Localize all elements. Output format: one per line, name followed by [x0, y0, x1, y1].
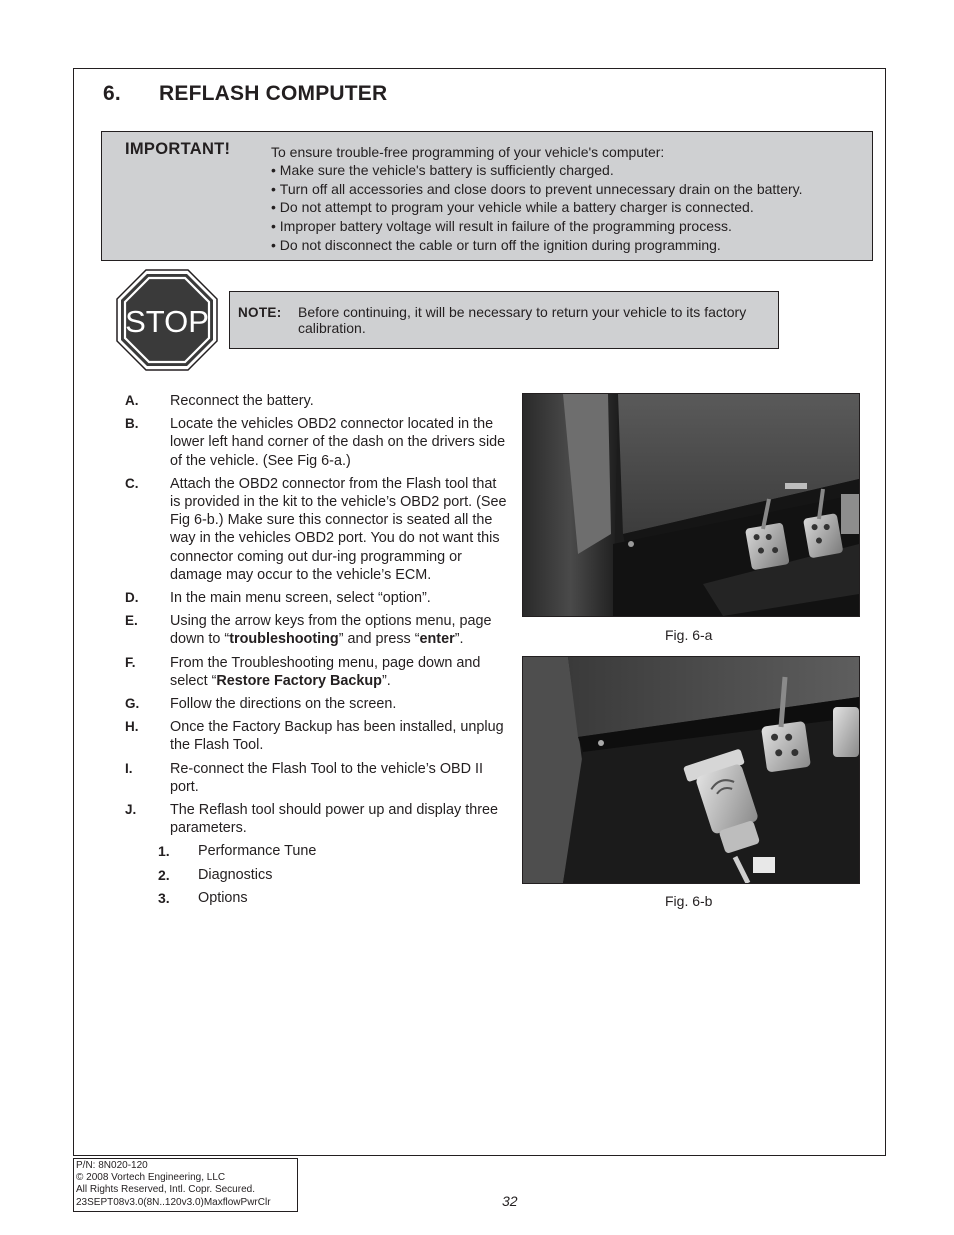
important-label: IMPORTANT!	[125, 140, 231, 158]
step-letter: J.	[125, 802, 137, 818]
note-label: NOTE:	[238, 305, 282, 320]
step-letter: F.	[125, 654, 136, 670]
obd2-connector-photo-graphic	[523, 657, 859, 883]
step-d	[125, 589, 507, 607]
stop-sign-text: STOP	[125, 304, 209, 339]
important-bullet: • Turn off all accessories and close doors to prevent unnecessary drain on the battery.	[271, 180, 803, 199]
instruction-steps	[125, 392, 507, 913]
step-i	[125, 760, 507, 796]
step-b	[125, 415, 507, 470]
step-text: Follow the directions on the screen.	[170, 696, 397, 713]
important-bullet: • Do not disconnect the cable or turn off the ignition during programming.	[271, 236, 803, 255]
step-text-pre: Using the arrow keys from the options menu, page down to “	[170, 613, 492, 648]
footer-info-box	[73, 1158, 298, 1212]
parameter-text: Diagnostics	[198, 866, 273, 883]
step-text: Once the Factory Backup has been installed, unplug the Flash Tool.	[170, 719, 504, 754]
step-letter: D.	[125, 590, 139, 606]
parameter-number: 1.	[158, 843, 170, 860]
step-letter: G.	[125, 696, 140, 712]
step-text: The Reflash tool should power up and display three parameters.	[170, 802, 498, 837]
important-bullet: • Make sure the vehicle's battery is sufficiently charged.	[271, 161, 803, 180]
pedal-area-photo-graphic	[523, 394, 859, 616]
step-text-post: ”.	[454, 631, 464, 648]
parameter-item	[125, 866, 507, 884]
parameter-text: Options	[198, 890, 248, 907]
step-letter: I.	[125, 760, 133, 776]
important-bullet: • Do not attempt to program your vehicle while a battery charger is connected.	[271, 198, 803, 217]
parameter-number: 3.	[158, 890, 170, 907]
figure-6a-photo	[522, 393, 860, 617]
step-text-bold: enter	[419, 631, 455, 648]
step-text: Attach the OBD2 connector from the Flash tool that is provided in the kit to the vehicle’s OBD2 port. (See Fig 6-b.) Make sure this connector is seated all the way in the vehicles OBD2 port. You do not want this connector coming out dur-ing programming or damage may occur to the vehicle’s ECM.	[170, 475, 507, 583]
parameter-text: Performance Tune	[198, 843, 317, 860]
section-title: REFLASH COMPUTER	[159, 82, 388, 105]
section-heading	[103, 82, 387, 106]
important-intro: To ensure trouble-free programming of your vehicle's computer:	[271, 144, 665, 160]
step-c	[125, 475, 507, 584]
footer-rights: All Rights Reserved, Intl. Copr. Secured.	[76, 1184, 255, 1196]
footer-document-code: 23SEPT08v3.0(8N..120v3.0)MaxflowPwrClr	[76, 1196, 271, 1208]
step-text-mid: ” and press “	[338, 631, 420, 648]
important-bullet-list	[271, 161, 803, 255]
page-number: 32	[502, 1193, 518, 1209]
parameter-item	[125, 889, 507, 907]
step-e	[125, 612, 507, 648]
step-text: Reconnect the battery.	[170, 393, 314, 409]
figure-6a-caption: Fig. 6-a	[665, 627, 713, 643]
step-text: In the main menu screen, select “option”.	[170, 590, 431, 607]
important-callout	[101, 131, 873, 261]
footer-part-number: P/N: 8N020-120	[76, 1160, 148, 1171]
figure-6b-photo	[522, 656, 860, 884]
footer-copyright: © 2008 Vortech Engineering, LLC	[76, 1172, 226, 1184]
parameter-item	[125, 842, 507, 860]
step-f	[125, 654, 507, 690]
step-text-pre: From the Troubleshooting menu, page down and select “	[170, 654, 481, 689]
step-h	[125, 718, 507, 754]
step-letter: H.	[125, 719, 139, 735]
section-number: 6.	[103, 82, 121, 105]
note-text: Before continuing, it will be necessary to return your vehicle to its factory calibration.	[298, 304, 747, 336]
note-callout	[229, 291, 779, 349]
important-bullet: • Improper battery voltage will result in failure of the programming process.	[271, 217, 803, 236]
step-letter: A.	[125, 393, 139, 408]
step-letter: B.	[125, 416, 139, 432]
parameter-list	[125, 842, 507, 907]
step-a	[125, 392, 507, 410]
step-text: Re-connect the Flash Tool to the vehicle’s OBD II port.	[170, 760, 484, 795]
step-letter: E.	[125, 613, 138, 629]
figure-6b-caption: Fig. 6-b	[665, 893, 713, 909]
step-text: Locate the vehicles OBD2 connector located in the lower left hand corner of the dash on the drivers side of the vehicle. (See Fig 6-a.)	[170, 416, 506, 469]
step-letter: C.	[125, 475, 139, 491]
step-text-bold: troubleshooting	[229, 631, 339, 648]
step-text-post: ”.	[381, 672, 391, 689]
step-text-bold: Restore Factory Backup	[216, 672, 382, 689]
stop-sign-icon	[116, 269, 218, 371]
step-j	[125, 801, 507, 837]
step-g	[125, 695, 507, 713]
parameter-number: 2.	[158, 866, 170, 883]
